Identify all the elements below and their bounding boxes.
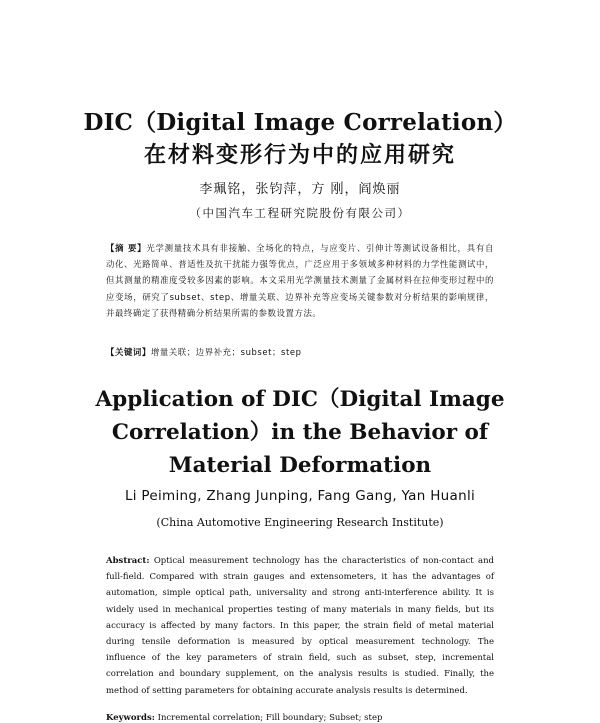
chinese-keywords-text: 增量关联；边界补充；subset；step (150, 347, 302, 357)
chinese-title-line-1: DIC（Digital Image Correlation） (83, 109, 517, 136)
chinese-abstract-text: 光学测量技术具有非接触、全场化的特点，与应变片、引伸计等测试设备相比，具有自动化、光路简单、普适性及抗干扰能力强等优点，广泛应用于多领域多种材料的力学性能测试中，但其测量的精准度受较多因素的影响。本文采用光学测量技术测量了金属材料在拉伸变形过程中的应变场，研究了subset、step、增量关联、边界补充等应变场关键参数对分析结果的影响规律，并最终确定了获得精确分析结果所需的参数设置方法。 (106, 243, 494, 318)
english-abstract (106, 553, 494, 699)
english-authors: Li Peiming, Zhang Junping, Fang Gang, Yan Huanli (124, 488, 476, 504)
english-affiliation: (China Automotive Engineering Research Institute) (156, 516, 444, 529)
chinese-affiliation: （中国汽车工程研究院股份有限公司） (189, 206, 411, 220)
english-title-line-1: Application of DIC（Digital Image (95, 387, 505, 412)
english-keywords-text: Incremental correlation; Fill boundary; Subset; step (157, 713, 383, 723)
english-abstract-text: Optical measurement technology has the characteristics of non-contact and full-field. Compared with strain gauges and extensometers, it has the advantages of automation, simple optical path, universality and strong anti-interference ability. It is widely used in mechanical properties testing of many materials in many fields, but its accuracy is affected by many factors. In this paper, the strain field of metal material during tensile deformation is measured by optical measurement technology. The influence of the key parameters of strain field, such as subset, step, incremental correlation and boundary supplement, on the analysis results is studied. Finally, the method of setting parameters for obtaining accurate analysis results is determined. (106, 556, 494, 696)
chinese-title-line-2: 在材料变形行为中的应用研究 (143, 143, 456, 168)
english-title-line-3: Material Deformation (168, 453, 432, 478)
chinese-authors: 李珮铭，张钧萍，方 刚，阎焕丽 (199, 182, 401, 197)
english-title (0, 383, 600, 482)
english-keywords (106, 713, 494, 723)
english-abstract-label: Abstract: (106, 556, 150, 566)
english-keywords-label: Keywords: (106, 713, 155, 723)
english-title-line-2: Correlation）in the Behavior of (111, 420, 489, 445)
chinese-abstract-label: 【摘 要】 (106, 243, 147, 253)
chinese-abstract (106, 240, 494, 321)
chinese-keywords (106, 346, 494, 358)
chinese-keywords-label: 【关键词】 (106, 347, 151, 357)
